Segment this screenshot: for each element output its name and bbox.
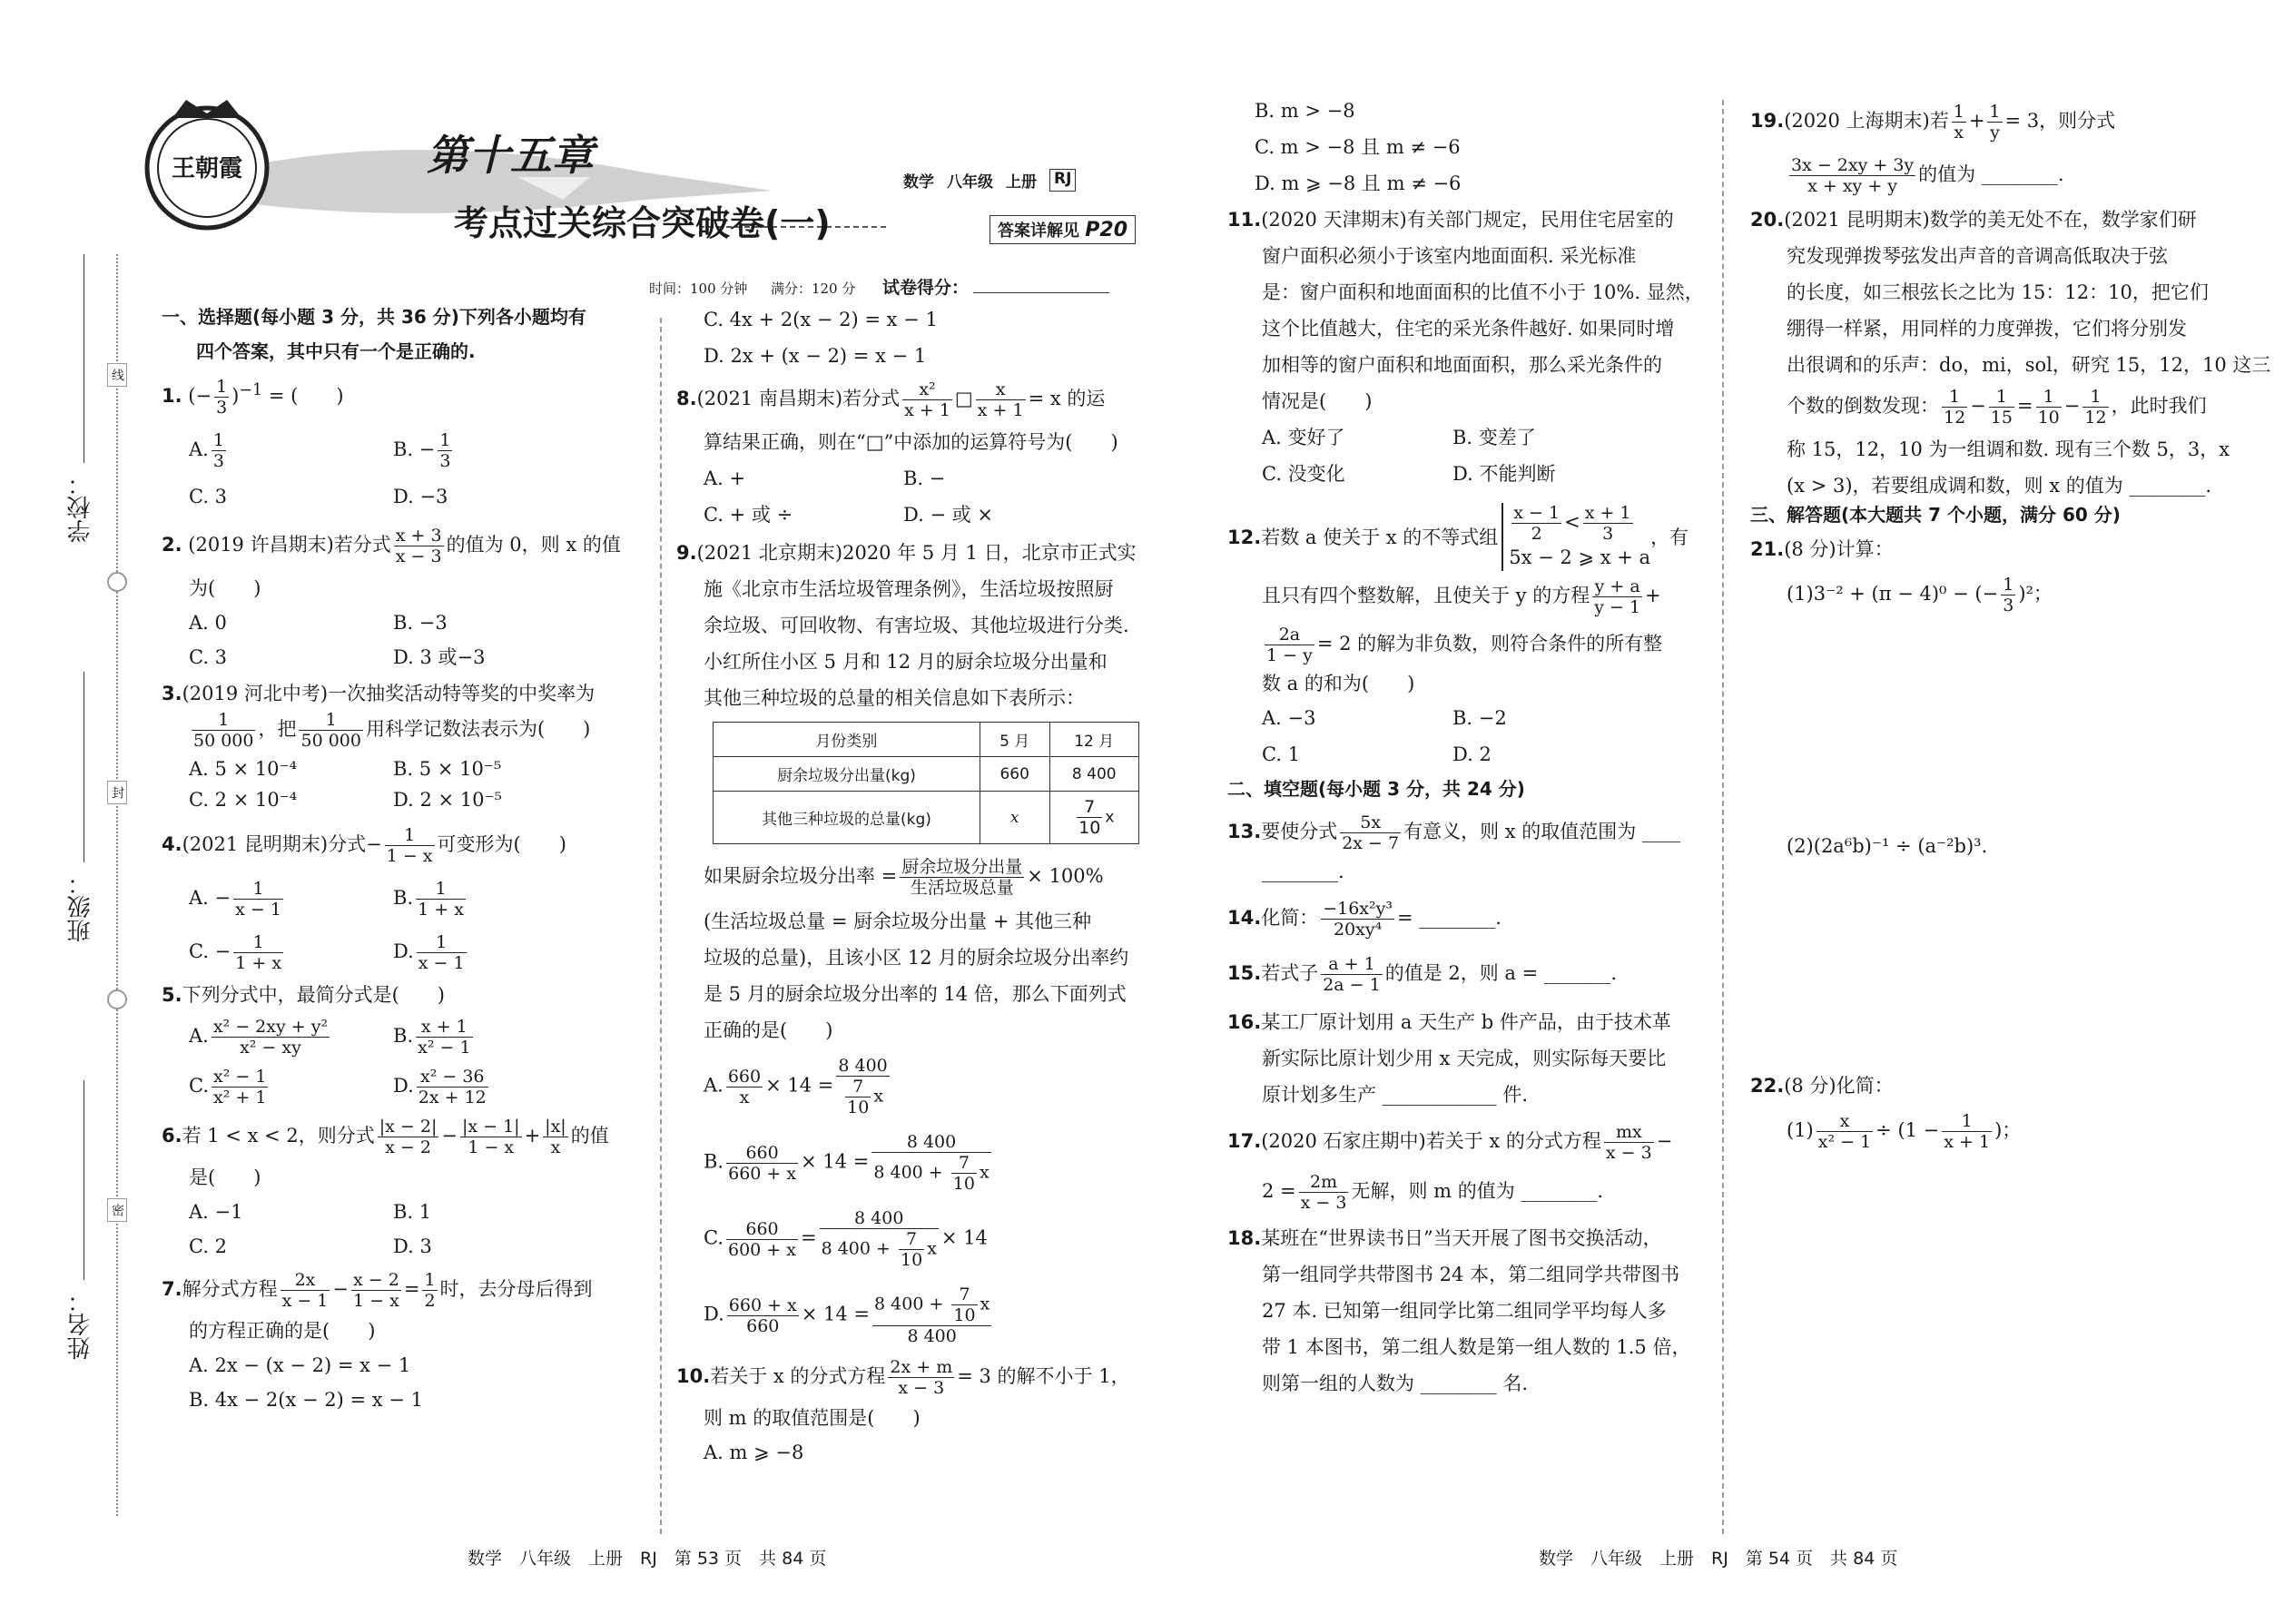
column-1 <box>162 304 647 1412</box>
option-a[interactable]: A. 5 × 10⁻⁴ <box>189 758 298 780</box>
question-9-line: 是 5 月的厨余垃圾分出率的 14 倍，那么下面列式 <box>704 983 1127 1005</box>
question-20-line: 个数的倒数发现： $\frac{1}{12}$ − $\frac{1}{15}$ = $\frac{1}{10}$ − $\frac{1}{12}$ ，此时我们 <box>1787 387 2207 428</box>
question-9-line: 垃圾的总量)，且该小区 12 月的厨余垃圾分出率约 <box>704 947 1129 969</box>
option-c[interactable]: C. 2 <box>189 1235 228 1257</box>
question-17: 17.(2020 石家庄期中)若关于 x 的分式方程 $\frac{mx}{x - 3}$ − <box>1227 1122 1673 1163</box>
option-c[interactable]: C. + 或 ÷ <box>704 504 793 526</box>
column-divider <box>1722 100 1724 1534</box>
question-10: 10.若关于 x 的分式方程 $\frac{2x + m}{x - 3}$ = 3 的解不小于 1， <box>676 1357 1130 1398</box>
option-d[interactable]: D. −3 <box>393 486 448 507</box>
answer-space[interactable] <box>1750 615 2240 833</box>
subject-tag: 八年级 <box>947 173 993 192</box>
question-20-line: 称 15，12，10 为一组调和数. 现有三个数 5，3，x <box>1787 438 2230 460</box>
score-label: 试卷得分： <box>881 278 969 298</box>
section-3-heading: 三、解答题(本大题共 7 个小题，满分 60 分) <box>1750 504 2121 526</box>
question-10-cont: 则 m 的取值范围是( ) <box>704 1407 921 1429</box>
question-3-cont: $\frac{1}{50 000}$ ，把 $\frac{1}{50 000}$ 用科学记数法表示为( ) <box>193 710 591 751</box>
subject-tag: 数学 <box>903 173 934 192</box>
question-15: 15.若式子 $\frac{a + 1}{2a - 1}$ 的值是 2，则 a = _______. <box>1227 954 1618 995</box>
column-divider <box>660 318 662 1534</box>
answer-space[interactable] <box>1750 859 2240 1073</box>
exam-time: 时间：100 分钟 <box>649 281 748 297</box>
option-b[interactable]: B. − $\frac{1}{3}$ <box>393 430 451 471</box>
table-row: 厨余垃圾分出量(kg) 660 8 400 <box>714 757 1139 792</box>
question-17-line: 2 = $\frac{2m}{x - 3}$ 无解，则 m 的值为 ________. <box>1262 1172 1604 1213</box>
question-9-line: 小红所住小区 5 月和 12 月的厨余垃圾分出量和 <box>704 651 1108 673</box>
option-d[interactable]: D. $\frac{660 + x}{660}$ × 14 = 8 400 + $\frac{7}{10}$ x 8 400 <box>704 1284 990 1346</box>
option-d[interactable]: D. 3 <box>393 1235 432 1257</box>
option-d[interactable]: D. 3 或−3 <box>393 646 486 668</box>
option-b[interactable]: B. 4x − 2(x − 2) = x − 1 <box>189 1389 423 1411</box>
q3-options <box>189 756 647 812</box>
q11-options <box>1262 425 1708 487</box>
question-9-line: 正确的是( ) <box>704 1019 833 1041</box>
question-9-line: 施《北京市生活垃圾管理条例》，生活垃圾按照厨 <box>704 578 1114 600</box>
option-d[interactable]: D. 不能判断 <box>1452 463 1556 485</box>
answer-page: P20 <box>1085 219 1128 241</box>
option-c[interactable]: C. 3 <box>189 646 228 668</box>
table-header-row: 月份类别 5 月 12 月 <box>714 723 1139 757</box>
question-12-line: 数 a 的和为( ) <box>1262 673 1415 694</box>
question-11-line: 加相等的窗户面积和地面面积，那么采光条件的 <box>1262 354 1662 376</box>
question-11-line: 是：窗户面积和地面面积的比值不小于 10%. 显然， <box>1262 281 1704 303</box>
question-5: 5.下列分式中，最简分式是( ) <box>162 984 445 1006</box>
answer-reference-box <box>989 215 1136 244</box>
option-d[interactable]: D. 2x + (x − 2) = x − 1 <box>704 345 927 367</box>
q12-options <box>1262 705 1708 767</box>
question-12-line: $\frac{2a}{1 - y}$ = 2 的解为非负数，则符合条件的所有整 <box>1266 625 1663 665</box>
question-9-line: 余垃圾、可回收物、有害垃圾、其他垃圾进行分类. <box>704 615 1129 636</box>
section-2-heading: 二、填空题(每小题 3 分，共 24 分) <box>1227 778 1525 800</box>
question-20: 20.(2021 昆明期末)数学的美无处不在，数学家们研 <box>1750 209 2197 231</box>
q4-options <box>189 879 647 973</box>
option-a[interactable]: A. −3 <box>1262 707 1316 729</box>
seal-mark-line: 线 <box>107 363 127 387</box>
question-13-blank[interactable]: ________. <box>1262 861 1344 882</box>
question-11-line: 窗户面积必须小于该室内地面面积. 采光标准 <box>1262 245 1637 267</box>
exam-info <box>649 274 1109 299</box>
option-a[interactable]: A. $\frac{\text{x² − 2xy + y²}}{\text{x² − xy}}$ <box>189 1017 329 1058</box>
question-1: 1. (− $\frac{1}{3}$ )$^{-1}$ = ( ) <box>162 377 344 418</box>
question-21: 21.(8 分)计算： <box>1750 538 1894 560</box>
question-21-part-1: (1)3⁻² + (π − 4)⁰ − (− $\frac{1}{3}$ )²； <box>1787 575 2053 615</box>
question-9: 9.(2021 北京期末)2020 年 5 月 1 日，北京市正式实 <box>676 542 1137 564</box>
option-c[interactable]: C. 4x + 2(x − 2) = x − 1 <box>704 309 938 330</box>
option-b[interactable]: B. $\frac{1}{1 + x}$ <box>393 879 464 920</box>
question-7: 7.解分式方程 $\frac{2x}{x - 1}$ − $\frac{x - 2}{1 - x}$ = $\frac{1}{2}$ 时，去分母后得到 <box>162 1270 593 1311</box>
exam-full-score: 满分：120 分 <box>770 281 856 297</box>
option-a[interactable]: A. −1 <box>189 1201 243 1223</box>
rate-formula: 如果厨余垃圾分出率 = $\frac{\text{厨余垃圾分出量}}{\text{生活垃圾总量}}$ × 100% <box>704 857 1104 898</box>
q1-options <box>189 430 647 509</box>
garbage-table <box>713 722 1139 844</box>
option-b[interactable]: B. −2 <box>1452 707 1507 729</box>
logo-text: 王朝霞 <box>171 155 242 182</box>
q5-options <box>189 1017 647 1107</box>
question-9-line: 其他三种垃圾的总量的相关信息如下表所示： <box>704 687 1085 709</box>
paper-title: 考点过关综合突破卷(一) <box>454 203 831 243</box>
option-b[interactable]: B. $\frac{660}{660 + x}$ × 14 = 8 400 8 400 + $\frac{7}{10}$ x <box>704 1132 989 1194</box>
option-c[interactable]: C. 3 <box>189 486 228 507</box>
option-b[interactable]: B. $\frac{x + 1}{\text{x² − 1}}$ <box>393 1017 471 1058</box>
question-22-part-1: (1) $\frac{x}{\text{x² − 1}}$ ÷ (1 − $\frac{1}{x + 1}$ )； <box>1787 1111 2022 1152</box>
question-20-line: 的长度，如三根弦长之比为 15：12：10，把它们 <box>1787 281 2209 303</box>
section-1-heading-cont: 四个答案，其中只有一个是正确的. <box>196 340 476 362</box>
question-6-cont: 是( ) <box>189 1166 261 1188</box>
question-7-cont: 的方程正确的是( ) <box>189 1320 376 1342</box>
question-18: 18.某班在“世界读书日”当天开展了图书交换活动， <box>1227 1227 1662 1249</box>
question-18-line: 带 1 本图书，第二组人数是第一组人数的 1.5 倍， <box>1262 1336 1691 1358</box>
option-b[interactable]: B. 5 × 10⁻⁵ <box>393 758 502 780</box>
subject-tags <box>903 169 1076 192</box>
binding-ring <box>107 989 127 1009</box>
question-19-line: $\frac{3x - 2xy + 3y}{x + xy + y}$ 的值为 ________. <box>1791 155 2064 196</box>
subject-tag: 上册 <box>1006 173 1037 192</box>
answer-reference-label: 答案详解见 <box>998 221 1079 241</box>
name-label: 姓名： <box>67 1289 94 1360</box>
score-blank[interactable] <box>973 292 1109 293</box>
question-18-line: 27 本. 已知第一组同学比第二组同学平均每人多 <box>1262 1300 1667 1322</box>
question-20-line: 究发现弹拨琴弦发出声音的音调高低取决于弦 <box>1787 245 2168 267</box>
option-b[interactable]: B. 变差了 <box>1452 427 1536 448</box>
option-d[interactable]: D. $\frac{\text{x² − 36}}{2x + 12}$ <box>393 1067 487 1107</box>
question-2: 2. (2019 许昌期末)若分式 $\frac{x + 3}{x - 3}$ 的值为 0，则 x 的值 <box>162 526 621 566</box>
option-c[interactable]: C. 没变化 <box>1262 463 1345 485</box>
q8-options <box>704 466 1157 527</box>
question-20-line: 出很调和的乐声：do，mi，sol，研究 15，12，10 这三 <box>1787 354 2271 376</box>
question-12: 12. 若数 a 使关于 x 的不等式组 $\frac{x - 1}{2}$ < $\frac{x + 1}{3}$ 5x − 2 ⩾ x + a ，有 <box>1227 503 1708 571</box>
question-19: 19.(2020 上海期末)若 $\frac{1}{x}$ + $\frac{1}{y}$ = 3，则分式 <box>1750 102 2116 143</box>
question-11-line: 这个比值越大，住宅的采光条件越好. 如果同时增 <box>1262 318 1675 340</box>
question-2-cont: 为( ) <box>189 577 261 599</box>
option-d[interactable]: D. $\frac{1}{x - 1}$ <box>393 932 465 973</box>
question-12-line: 且只有四个整数解，且使关于 y 的方程 $\frac{y + a}{y - 1}$ + <box>1262 576 1661 617</box>
inequality-system: $\frac{x - 1}{2}$ < $\frac{x + 1}{3}$ 5x − 2 ⩾ x + a <box>1501 503 1650 571</box>
option-d[interactable]: D. 2 × 10⁻⁵ <box>393 789 502 811</box>
seal-mark-secret: 密 <box>107 1198 127 1222</box>
option-b[interactable]: B. 1 <box>393 1201 432 1223</box>
question-11-line: 情况是( ) <box>1262 390 1373 412</box>
page-footer-left: 数学 八年级 上册 RJ 第 53 页 共 84 页 <box>468 1549 827 1569</box>
school-label: 学校： <box>67 472 94 543</box>
option-d[interactable]: D. 2 <box>1452 743 1492 765</box>
question-16-line: 原计划多生产 ____________ 件. <box>1262 1084 1529 1106</box>
option-b[interactable]: B. − <box>903 468 946 489</box>
question-3: 3.(2019 河北中考)一次抽奖活动特等奖的中奖率为 <box>162 683 596 704</box>
option-c[interactable]: C. 1 <box>1262 743 1301 765</box>
question-20-line: 绷得一样紧，用同样的力度弹拨，它们将分别发 <box>1787 318 2187 340</box>
question-18-line: 第一组同学共带图书 24 本，第二组同学共带图书 <box>1262 1264 1680 1285</box>
question-13: 13.要使分式 $\frac{5x}{2x - 7}$ 有意义，则 x 的取值范围为 ____ <box>1227 812 1680 853</box>
question-20-line: (x > 3)，若要组成调和数，则 x 的值为 ________. <box>1787 475 2212 497</box>
q2-options <box>189 610 647 670</box>
question-8: 8.(2021 南昌期末)若分式 $\frac{\text{x²}}{x + 1}$ □ $\frac{x}{x + 1}$ = x 的运 <box>676 379 1106 420</box>
question-9-line: (生活垃圾总量 = 厨余垃圾分出量 + 其他三种 <box>704 910 1092 932</box>
option-d[interactable]: D. m ⩾ −8 且 m ≠ −6 <box>1255 172 1462 194</box>
option-a[interactable]: A. 0 <box>189 612 227 634</box>
option-c[interactable]: C. − $\frac{1}{1 + x}$ <box>189 932 282 973</box>
option-a[interactable]: A. − $\frac{1}{x - 1}$ <box>189 879 281 920</box>
question-21-part-2: (2)(2a⁶b)⁻¹ ÷ (a⁻²b)³. <box>1787 835 1988 857</box>
table-row: 其他三种垃圾的总量(kg) x $\frac{7}{10}$ x <box>714 792 1139 844</box>
option-b[interactable]: B. m > −8 <box>1255 100 1355 122</box>
question-6: 6.若 1 < x < 2，则分式 $\frac{|x - 2|}{x - 2}$ − $\frac{|x - 1|}{1 - x}$ + $\frac{|x|}{x}$ 的值 <box>162 1117 609 1157</box>
option-a[interactable]: A. $\frac{660}{x}$ × 14 = 8 400 $\frac{7}{10}$ x <box>704 1056 888 1117</box>
binding-ring <box>107 572 127 592</box>
column-2 <box>676 307 1157 1465</box>
question-14: 14.化简： $\frac{\text{−16x²y³}}{\text{20xy⁴}}$ = ________. <box>1227 899 1501 940</box>
option-b[interactable]: B. −3 <box>393 612 448 634</box>
q6-options <box>189 1199 647 1259</box>
question-18-line: 则第一组的人数为 ________ 名. <box>1262 1373 1529 1394</box>
seal-mark-seal: 封 <box>107 781 127 804</box>
option-a[interactable]: A. $\frac{1}{3}$ <box>189 430 224 471</box>
option-a[interactable]: A. m ⩾ −8 <box>704 1442 804 1463</box>
option-a[interactable]: A. + <box>704 468 746 489</box>
section-1-heading: 一、选择题(每小题 3 分，共 36 分)下列各小题均有 <box>162 306 586 328</box>
question-4: 4.(2021 昆明期末)分式− $\frac{1}{1 - x}$ 可变形为( ) <box>162 825 566 866</box>
option-a[interactable]: A. 2x − (x − 2) = x − 1 <box>189 1354 411 1376</box>
option-c[interactable]: C. 2 × 10⁻⁴ <box>189 789 298 811</box>
column-3 <box>1227 98 1708 1396</box>
page-footer-right: 数学 八年级 上册 RJ 第 54 页 共 84 页 <box>1539 1549 1898 1569</box>
option-c[interactable]: C. $\frac{\text{x² − 1}}{\text{x² + 1}}$ <box>189 1067 267 1107</box>
subject-tag: RJ <box>1049 169 1076 192</box>
question-8-cont: 算结果正确，则在“□”中添加的运算符号为( ) <box>704 431 1118 453</box>
question-16: 16.某工厂原计划用 a 天生产 b 件产品，由于技术革 <box>1227 1011 1671 1033</box>
column-4 <box>1750 102 2271 1152</box>
question-16-line: 新实际比原计划少用 x 天完成，则实际每天要比 <box>1262 1048 1667 1069</box>
question-22: 22.(8 分)化简： <box>1750 1075 1894 1097</box>
binding-line <box>116 254 120 1516</box>
option-d[interactable]: D. − 或 × <box>903 504 993 526</box>
option-c[interactable]: C. m > −8 且 m ≠ −6 <box>1255 136 1461 158</box>
option-c[interactable]: C. $\frac{660}{600 + x}$ = 8 400 8 400 + $\frac{7}{10}$ x × 14 <box>704 1208 988 1270</box>
option-a[interactable]: A. 变好了 <box>1262 427 1345 448</box>
chapter-title: 第十五章 <box>427 131 594 180</box>
question-11: 11.(2020 天津期末)有关部门规定，民用住宅居室的 <box>1227 209 1674 231</box>
class-label: 班级： <box>67 871 94 942</box>
